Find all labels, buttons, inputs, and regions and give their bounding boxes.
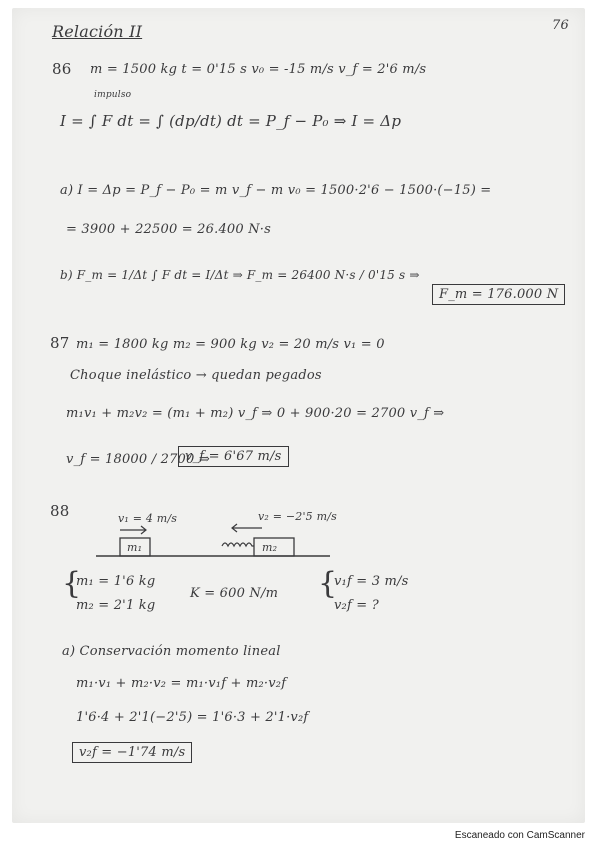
p87-result-box: v_f = 6'67 m/s [178,446,289,467]
block-m1-label: m₁ [127,541,143,554]
block-m2-label: m₂ [262,541,278,554]
p88-vf-1: v₁f = 3 m/s [334,574,409,589]
spring-icon [222,543,254,546]
problem-86-number: 86 [52,60,72,78]
problem-87-number: 87 [50,334,70,352]
scanner-watermark: Escaneado con CamScanner [454,830,585,841]
p87-equation-1: m₁v₁ + m₂v₂ = (m₁ + m₂) v_f ⇒ 0 + 900·20 = 2700 v_f ⇒ [66,406,445,421]
p86-part-a-line1: a) I = Δp = P_f − P₀ = m v_f − m v₀ = 1500·2'6 − 1500·(−15) = [60,183,492,198]
p88-result-box: v₂f = −1'74 m/s [72,742,192,763]
p88-equation-2: 1'6·4 + 2'1(−2'5) = 1'6·3 + 2'1·v₂f [76,710,309,725]
page-number: 76 [552,18,569,33]
p86-result-box: F_m = 176.000 N [432,284,565,305]
p86-part-b-line: b) F_m = 1/Δt ∫ F dt = I/Δt ⇒ F_m = 26400 N·s / 0'15 s ⇒ [60,268,420,282]
p88-mass-2: m₂ = 2'1 kg [76,598,156,613]
p88-mass-1: m₁ = 1'6 kg [76,574,156,589]
brace-right: { [318,566,338,601]
impulse-note: impulso [94,90,132,100]
problem-86-givens: m = 1500 kg t = 0'15 s v₀ = -15 m/s v_f = 2'6 m/s [90,62,427,77]
p88-vf-2: v₂f = ? [334,598,379,613]
problem-88-number: 88 [50,502,70,520]
p88-equation-1: m₁·v₁ + m₂·v₂ = m₁·v₁f + m₂·v₂f [76,676,287,691]
problem-87-givens: m₁ = 1800 kg m₂ = 900 kg v₂ = 20 m/s v₁ = 0 [76,337,385,352]
p88-part-a-title: a) Conservación momento lineal [62,644,281,659]
p87-collision-note: Choque inelástico → quedan pegados [70,368,322,383]
v1-label: v₁ = 4 m/s [118,512,178,525]
section-title: Relación II [52,22,143,41]
p88-spring-constant: K = 600 N/m [190,586,279,601]
impulse-definition: I = ∫ F dt = ∫ (dp/dt) dt = P_f − P₀ ⇒ I = Δp [60,112,402,130]
v2-label: v₂ = −2'5 m/s [258,510,337,523]
brace-left: { [62,566,82,601]
p87-equation-2: v_f = 18000 / 2700 ⇒ [66,452,210,467]
p86-part-a-line2: = 3900 + 22500 = 26.400 N·s [66,222,271,237]
